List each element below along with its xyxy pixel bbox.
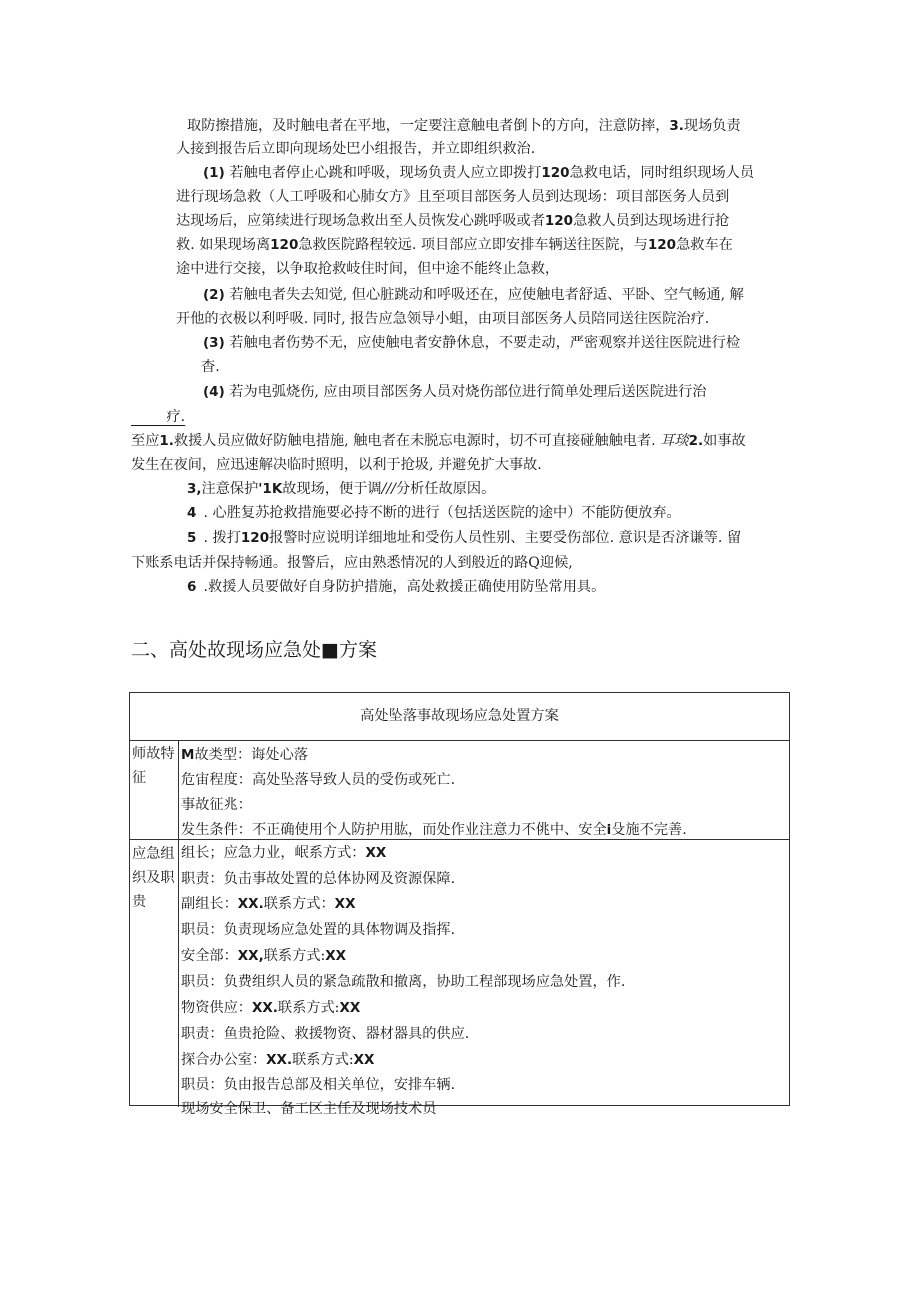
note-5: 5 . 拨打120报警时应说明详细地址和受伤人员性别、主要受伤部位. 意识是否济谦等. 留 — [187, 530, 742, 546]
paragraph-line: 救. 如果现场离120急救医院路程较远. 项目部应立即安排车辆送往医院，与120急救车在 — [176, 237, 733, 253]
paragraph-line: 取防擦措施，及时触电者在平地，一定要注意触电者倒卜的方向，注意防摔，3.现场负责 — [187, 118, 741, 134]
table-cell-line: 副组长：XX.联系方式：XX — [181, 896, 356, 912]
list-item-4: (4) 若为电弧烧伤, 应由项目部医务人员对烧伤部位进行简单处理后送医院进行治 — [203, 384, 707, 400]
column-divider — [178, 740, 179, 1107]
note-1: 至应1.救援人员应做好防触电措施, 触电者在未脱忘电源时，切不可直接碰触触电者. 耳琰2.如事故 — [131, 433, 746, 449]
paragraph-line: 途中进行交接，以争取抢救岐住时间，但中途不能终止急救， — [176, 261, 560, 277]
table-cell-line: 职责：鱼贵抢险、救援物资、器材器具的供应. — [181, 1026, 470, 1042]
table-cell-line: 职责：负击事故处置的总体协网及资源保障. — [181, 871, 456, 887]
table-cell-line: 发生条件：不正确使用个人防护用肱，而处作业注意力不佻中、安全i殳施不完善. — [181, 822, 687, 838]
table-cell-line: 安全部：XX,联系方式:XX — [181, 948, 347, 964]
paragraph-line: 下账系电话并保持畅通。报警后，应由熟悉情况的人到般近的路Q迎候, — [131, 555, 573, 571]
note-3: 3,注意保护'1K故现场，便于调///分析任故原因。 — [187, 481, 496, 497]
table-cell-line: 组长；应急力业，岷系方式：XX — [181, 845, 387, 861]
paragraph-line: 疗. — [166, 409, 186, 425]
section-heading: 二、高处故现场应急处■方案 — [131, 639, 377, 661]
table-cell-line: M故类型：诲处心落 — [181, 747, 308, 763]
paragraph-line: 人接到报告后立即向现场处巴小组报告，并立即组织救治. — [176, 141, 536, 157]
row-label-accident-features: 师故特征 — [132, 746, 175, 786]
list-item-3: (3) 若触电者伤势不无，应使触电者安静休息，不要走动，严密观察并送往医院进行检 — [203, 335, 741, 351]
table-cell-line: 事故征兆： — [181, 797, 252, 813]
table-cell-line: 物资供应：XX.联系方式:XX — [181, 1000, 361, 1016]
paragraph-line: 开他的衣极以利呼吸. 同时, 报告应急领导小蛆，由项目部医务人员陪同送往医院治疗. — [176, 311, 710, 327]
list-item-1: (1) 若触电者停止心跳和呼吸，现场负责人应立即拨打120急救电话，同时组织现场人员 — [203, 165, 755, 181]
paragraph-line: 杳. — [201, 359, 220, 375]
table-title: 高处坠落事故现场应急处置方案 — [130, 693, 789, 741]
table-cell-line: 探合办公室：XX.联系方式:XX — [181, 1052, 375, 1068]
table-cell-line: 职员：负由报告总部及相关单位，安排车辆. — [181, 1077, 456, 1093]
table-cell-line: 职员：负费组织人员的紧急疏散和撤离，协助工程部现场应急处置，作. — [181, 974, 626, 990]
table-cell-line-cut: 现场安全保卫、备工区主任及现场技术员 — [181, 1101, 437, 1117]
note-4: 4 . 心胜复苏抢救措施要必持不断的进行（包括送医院的途中）不能防便放弃。 — [187, 505, 681, 521]
emergency-plan-table — [129, 692, 790, 1117]
paragraph-line: 达现场后，应第续进行现场急救出至人员恢发心跳呼吸或者120急救人员到达现场进行抢 — [176, 213, 730, 229]
paragraph-line: 发生在夜间，应迅速解决临时照明，以利于抢圾, 并避免扩大事故. — [131, 457, 542, 473]
table-cell-line: 危宙程度：高处坠落导致人员的受伤或死亡. — [181, 772, 456, 788]
row-label-organization: 应急组织及职贵 — [132, 846, 175, 910]
table-cell-line: 职员：负责现场应急处置的具体物调及指挥. — [181, 922, 456, 938]
note-6: 6 .救援人员要做好自身防护措施，高处救援正确使用防坠常用具。 — [187, 579, 606, 595]
paragraph-line: 进行现场急救（人工呼吸和心肺女方》且至项目部医务人员到达现场：项目部医务人员到 — [176, 189, 730, 205]
list-item-2: (2) 若触电者失去知觉, 但心脏跳动和呼吸还在，应使触电者舒适、平卧、空气畅通, 解 — [203, 287, 744, 303]
